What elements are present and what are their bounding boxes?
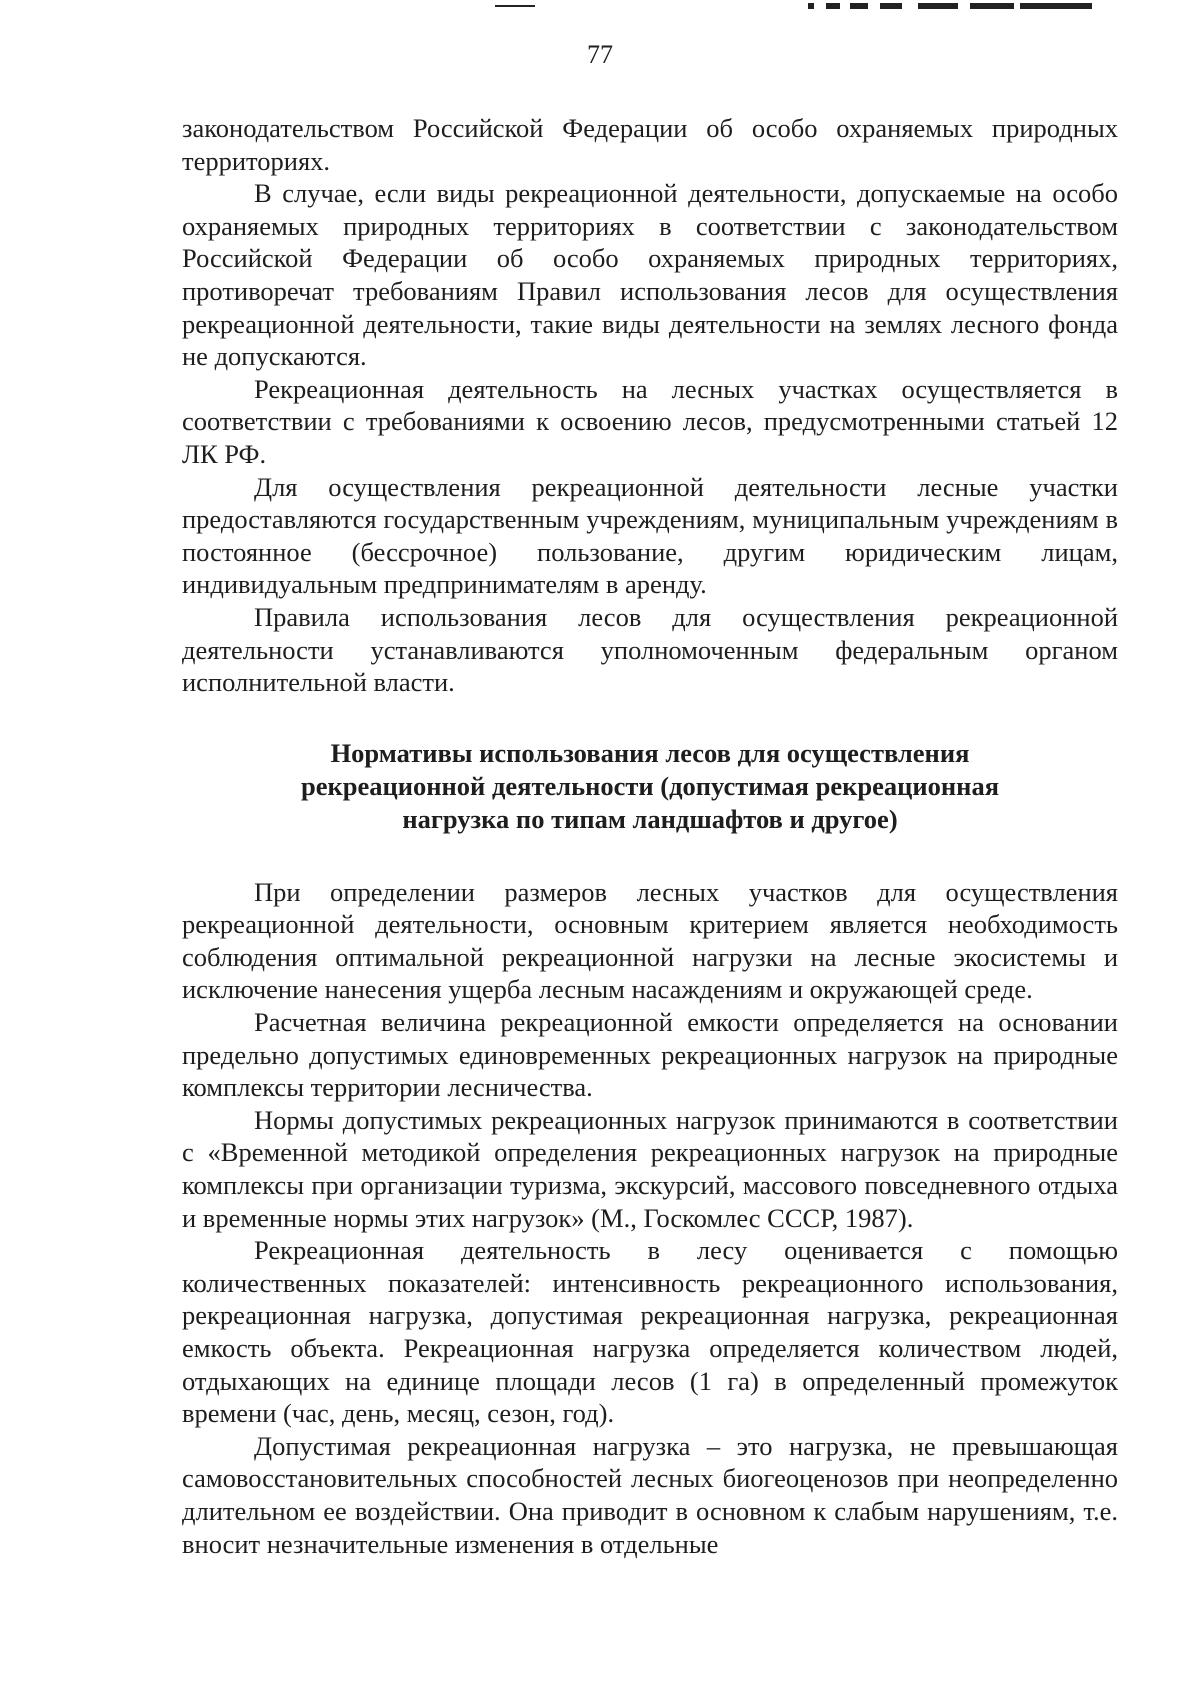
paragraph: Рекреационная деятельность на лесных участках осуществляется в соответствии с требованиями к освоению лесов, предусмотренными статьей 12 ЛК РФ. <box>182 373 1118 469</box>
section-heading <box>182 737 1118 836</box>
page-number: 77 <box>587 40 613 69</box>
paragraph: При определении размеров лесных участков для осуществления рекреационной деятельности, основным критерием является необходимость соблюдения оптимальной рекреационной нагрузки на лесные экосистемы и исключение нанесения ущерба лесным насаждениям и окружающей среде. <box>182 876 1118 1005</box>
paragraph: законодательством Российской Федерации об особо охраняемых природных территориях. <box>182 113 1118 176</box>
section-heading-line: Нормативы использования лесов для осуществления <box>330 737 970 768</box>
paragraph: Допустимая рекреационная нагрузка – это нагрузка, не превышающая самовосстановительных способностей лесных биогеоценозов при неопределенно длительном ее воздействии. Она приводит в основном к слабым нарушениям, т.е. вносит незначительные изменения в отдельные <box>182 1430 1118 1559</box>
section-heading-line: рекреационной деятельности (допустимая рекреационная <box>300 770 1000 801</box>
paragraph: Нормы допустимых рекреационных нагрузок принимаются в соответствии с «Временной методикой определения рекреационных нагрузок на природные комплексы при организации туризма, экскурсий, массового повседневного отдыха и временные нормы этих нагрузок» (М., Госкомлес СССР, 1987). <box>182 1104 1118 1233</box>
section-heading-line: нагрузка по типам ландшафтов и другое) <box>402 803 898 834</box>
paragraph: Для осуществления рекреационной деятельности лесные участки предоставляются государственным учреждениям, муниципальным учреждениям в постоянное (бессрочное) пользование, другим юридическим лицам, индивидуальным предпринимателям в аренду. <box>182 471 1118 600</box>
scan-artifact-marks <box>0 0 1200 14</box>
paragraph: Расчетная величина рекреационной емкости определяется на основании предельно допустимых единовременных рекреационных нагрузок на природные комплексы территории лесничества. <box>182 1007 1118 1103</box>
paragraph: В случае, если виды рекреационной деятельности, допускаемые на особо охраняемых природных территориях в соответствии с законодательством Российской Федерации об особо охраняемых природных территориях, противоречат требованиям Правил использования лесов для осуществления рекреационной деятельности, такие виды деятельности на землях лесного фонда не допускаются. <box>182 178 1118 372</box>
document-body <box>182 112 1118 1560</box>
paragraph: Рекреационная деятельность в лесу оценивается с помощью количественных показателей: интенсивность рекреационного использования, рекреационная нагрузка, допустимая рекреационная нагрузка, рекреационная емкость объекта. Рекреационная нагрузка определяется количеством людей, отдыхающих на единице площади лесов (1 га) в определенный промежуток времени (час, день, месяц, сезон, год). <box>182 1235 1118 1429</box>
paragraph: Правила использования лесов для осуществления рекреационной деятельности устанавливаются уполномоченным федеральным органом исполнительной власти. <box>182 601 1118 698</box>
